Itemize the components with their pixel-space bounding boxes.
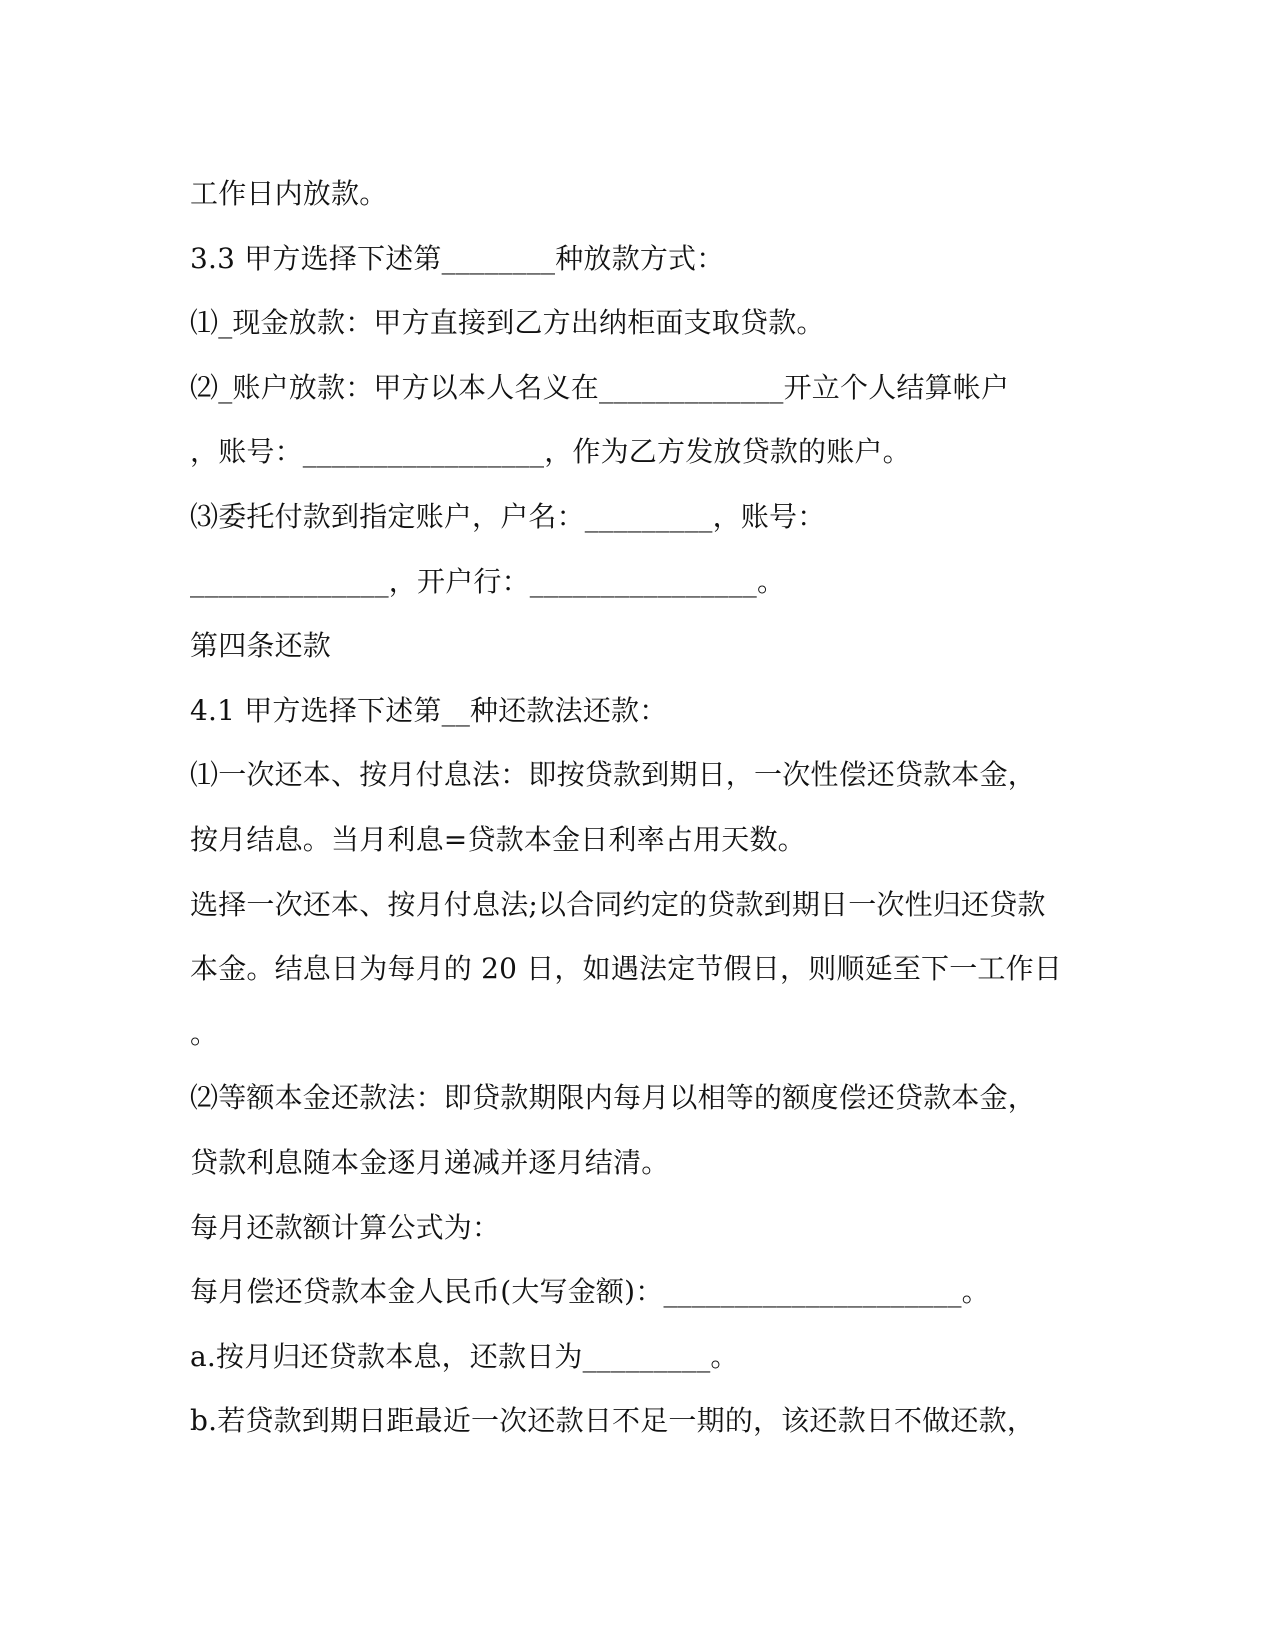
text-line-18: 每月偿还贷款本金人民币(大写金额)：_____________________。 [190, 1275, 990, 1309]
text-line-19: a.按月归还贷款本息，还款日为_________。 [190, 1339, 739, 1373]
text-line-15: ⑵等额本金还款法：即贷款期限内每月以相等的额度偿还贷款本金， [190, 1081, 1037, 1115]
text-line-11: 按月结息。当月利息=贷款本金日利率占用天数。 [190, 822, 806, 856]
text-line-13: 本金。结息日为每月的 20 日，如遇法定节假日，则顺延至下一工作日 [190, 952, 1063, 986]
text-line-6: ⑶委托付款到指定账户，户名：_________，账号： [190, 499, 826, 533]
text-line-1: 工作日内放款。 [190, 177, 388, 210]
text-line-20: b.若贷款到期日距最近一次还款日不足一期的，该还款日不做还款， [190, 1404, 1036, 1438]
text-line-14: 。 [190, 1016, 219, 1050]
document-body [190, 162, 1090, 1454]
text-line-7: ______________，开户行：________________。 [190, 564, 786, 598]
text-line-3: ⑴_现金放款：甲方直接到乙方出纳柜面支取贷款。 [190, 306, 825, 340]
text-line-4: ⑵_账户放款：甲方以本人名义在_____________开立个人结算帐户 [190, 370, 1010, 404]
text-line-16: 贷款利息随本金逐月递减并逐月结清。 [190, 1145, 670, 1179]
text-line-17: 每月还款额计算公式为： [190, 1210, 501, 1244]
text-line-10: ⑴一次还本、按月付息法：即按贷款到期日，一次性偿还贷款本金， [190, 758, 1037, 792]
text-line-5: ，账号：_________________，作为乙方发放贷款的账户。 [190, 435, 911, 469]
section-heading: 第四条还款 [190, 629, 332, 663]
text-line-12: 选择一次还本、按月付息法;以合同约定的贷款到期日一次性归还贷款 [190, 887, 1046, 921]
text-line-2: 3.3 甲方选择下述第________种放款方式： [190, 241, 725, 275]
text-line-9: 4.1 甲方选择下述第__种还款法还款： [190, 693, 668, 727]
